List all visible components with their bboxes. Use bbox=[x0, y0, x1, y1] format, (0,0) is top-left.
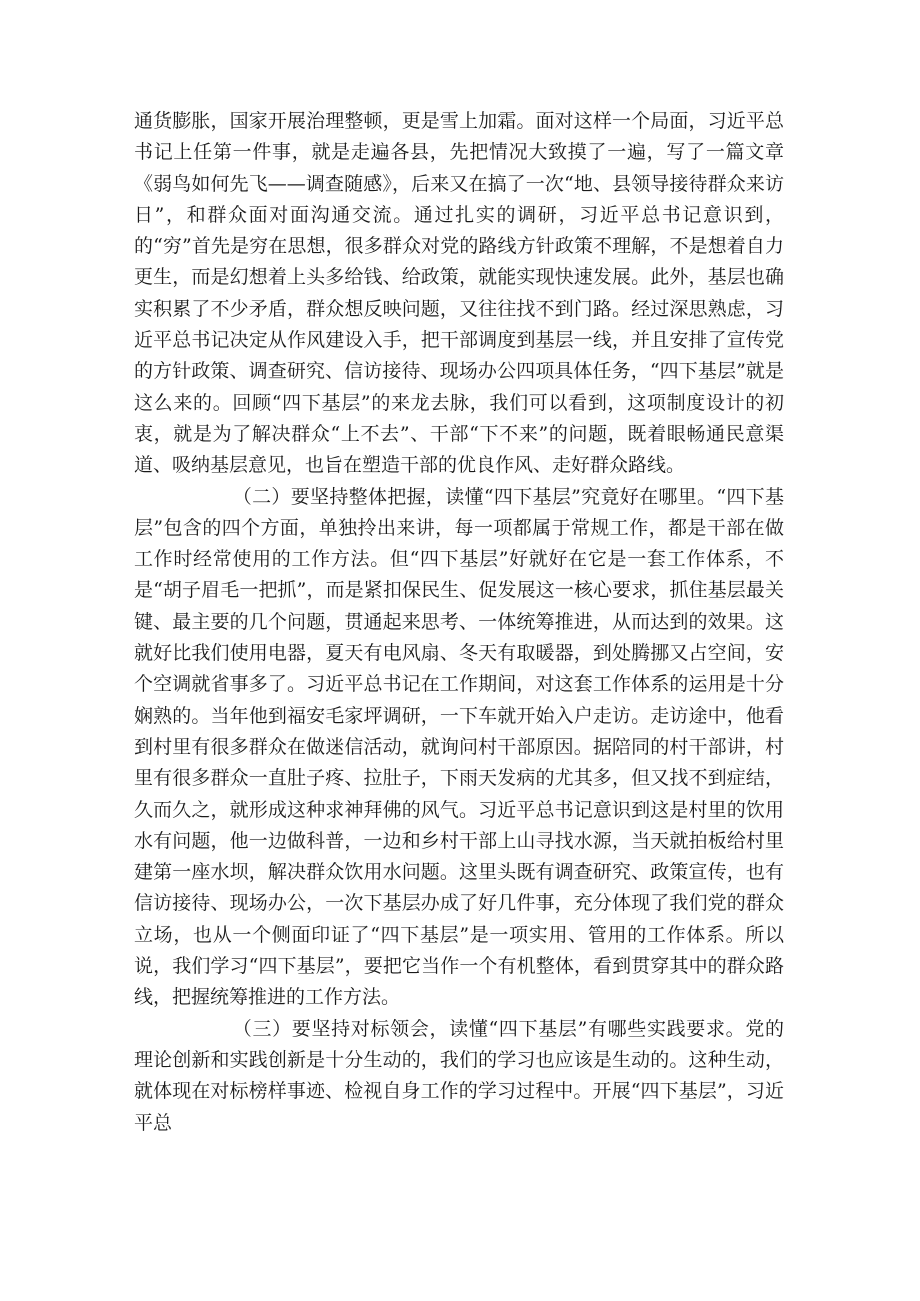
paragraph-3: （三）要坚持对标领会，读懂“四下基层”有哪些实践要求。党的理论创新和实践创新是十分生动的，我们的学习也应该是生动的。这种生动，就体现在对标榜样事迹、检视自身工作的学习过程中。开展“四下基层”，习近平总 bbox=[134, 1017, 784, 1134]
paragraph-2: （二）要坚持整体把握，读懂“四下基层”究竟好在哪里。“四下基层”包含的四个方面，单独拎出来讲，每一项都属于常规工作，都是干部在做工作时经常使用的工作方法。但“四下基层”好就好在它是一套工作体系，不是“胡子眉毛一把抓”，而是紧扣保民生、促发展这一核心要求，抓住基层最关键、最主要的几个问题，贯通起来思考、一体统筹推进，从而达到的效果。这就好比我们使用电器，夏天有电风扇、冬天有取暖器，到处腾挪又占空间，安个空调就省事多了。习近平总书记在工作期间，对这套工作体系的运用是十分娴熟的。当年他到福安毛家坪调研，一下车就开始入户走访。走访途中，他看到村里有很多群众在做迷信活动，就询问村干部原因。据陪同的村干部讲，村里有很多群众一直肚子疼、拉肚子，下雨天发病的尤其多，但又找不到症结，久而久之，就形成这种求神拜佛的风气。习近平总书记意识到这是村里的饮用水有问题，他一边做科普，一边和乡村干部上山寻找水源，当天就拍板给村里建第一座水坝，解决群众饮用水问题。这里头既有调查研究、政策宣传，也有信访接待、现场办公，一次下基层办成了好几件事，充分体现了我们党的群众立场，也从一个侧面印证了“四下基层”是一项实用、管用的工作体系。所以说，我们学习“四下基层”，要把它当作一个有机整体，看到贯穿其中的群众路线，把握统筹推进的工作方法。 bbox=[134, 485, 784, 1009]
paragraph-1: 通货膨胀，国家开展治理整顿，更是雪上加霜。面对这样一个局面，习近平总书记上任第一件事，就是走遍各县，先把情况大致摸了一遍，写了一篇文章《弱鸟如何先飞——调查随感》，后来又在搞了一次“地、县领导接待群众来访日”，和群众面对面沟通交流。通过扎实的调研，习近平总书记意识到，的“穷”首先是穷在思想，很多群众对党的路线方针政策不理解，不是想着自力更生，而是幻想着上头多给钱、给政策，就能实现快速发展。此外，基层也确实积累了不少矛盾，群众想反映问题，又往往找不到门路。经过深思熟虑，习近平总书记决定从作风建设入手，把干部调度到基层一线，并且安排了宣传党的方针政策、调查研究、信访接待、现场办公四项具体任务，“四下基层”就是这么来的。回顾“四下基层”的来龙去脉，我们可以看到，这项制度设计的初衷，就是为了解决群众“上不去”、干部“下不来”的问题，既着眼畅通民意渠道、吸纳基层意见，也旨在塑造干部的优良作风、走好群众路线。 bbox=[134, 110, 784, 477]
document-body bbox=[134, 106, 784, 1139]
